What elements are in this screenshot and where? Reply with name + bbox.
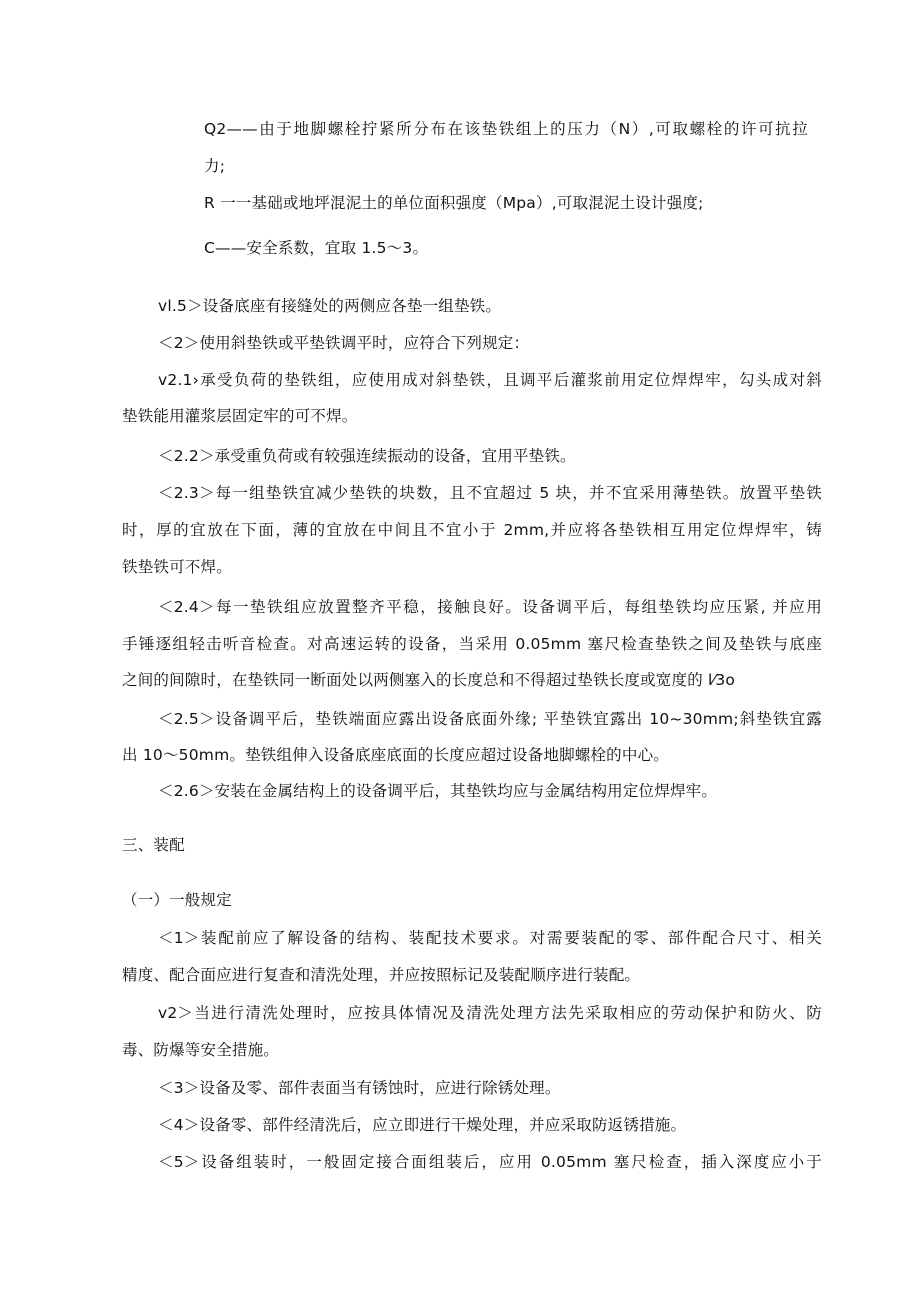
item-2: ＜2＞使用斜垫铁或平垫铁调平时，应符合下列规定： [158, 334, 530, 352]
definition-r: R 一一基础或地坪混泥土的单位面积强度（Mpa）,可取混泥土设计强度; [204, 194, 704, 212]
section-title-assembly: 三、装配 [122, 836, 185, 854]
subsection-title-general-rules: （一）一般规定 [122, 891, 232, 909]
rule-2-line1: v2＞当进行清洗处理时，应按具体情况及清洗处理方法先采取相应的劳动保护和防火、防 [158, 1004, 822, 1022]
rule-1-line2: 精度、配合面应进行复查和清洗处理，并应按照标记及装配顺序进行装配。 [122, 966, 641, 984]
rule-5-line1: ＜5＞设备组装时，一般固定接合面组装后，应用 0.05mm 塞尺检查，插入深度应小于 [158, 1153, 822, 1171]
rule-1-line1: ＜1＞装配前应了解设备的结构、装配技术要求。对需要装配的零、部件配合尺寸、相关 [158, 929, 822, 947]
definition-q2-line1: Q2——由于地脚螺栓拧紧所分布在该垫铁组上的压力（N）,可取螺栓的许可抗拉 [204, 120, 808, 138]
item-1-5: vl.5＞设备底座有接缝处的两侧应各垫一组垫铁。 [158, 297, 502, 315]
item-2-3-line1: ＜2.3＞每一组垫铁宜减少垫铁的块数，且不宜超过 5 块，并不宜采用薄垫铁。放置平垫铁 [158, 484, 822, 502]
item-2-5-line2: 出 10～50mm。垫铁组伸入设备底座底面的长度应超过设备地脚螺栓的中心。 [122, 746, 669, 764]
item-2-3-line3: 铁垫铁可不焊。 [122, 558, 232, 576]
item-2-3-line2: 时，厚的宜放在下面，薄的宜放在中间且不宜小于 2mm,并应将各垫铁相互用定位焊焊牢，铸 [122, 521, 822, 539]
item-2-4-line3: 之间的间隙时，在垫铁同一断面处以两侧塞入的长度总和不得超过垫铁长度或宽度的 l⁄3o [122, 671, 736, 689]
item-2-1-line1: v2.1›承受负荷的垫铁组，应使用成对斜垫铁，且调平后灌浆前用定位焊焊牢，勾头成对斜 [158, 371, 822, 389]
item-2-2: ＜2.2＞承受重负荷或有较强连续振动的设备，宜用平垫铁。 [158, 447, 576, 465]
item-2-1-line2: 垫铁能用灌浆层固定牢的可不焊。 [122, 407, 358, 425]
rule-2-line2: 毒、防爆等安全措施。 [122, 1041, 280, 1059]
item-2-4-line1: ＜2.4＞每一垫铁组应放置整齐平稳，接触良好。设备调平后，每组垫铁均应压紧, 并应用 [158, 598, 822, 616]
item-2-4-line2: 手锤逐组轻击听音检查。对高速运转的设备，当采用 0.05mm 塞尺检查垫铁之间及垫铁与底座 [122, 635, 822, 653]
definition-c: C——安全系数，宜取 1.5～3。 [204, 239, 429, 257]
rule-3: ＜3＞设备及零、部件表面当有锈蚀时，应进行除锈处理。 [158, 1079, 561, 1097]
item-2-6: ＜2.6＞安装在金属结构上的设备调平后，其垫铁均应与金属结构用定位焊焊牢。 [158, 782, 718, 800]
item-2-5-line1: ＜2.5＞设备调平后，垫铁端面应露出设备底面外缘; 平垫铁宜露出 10~30mm;斜垫铁宜露 [158, 710, 822, 728]
definition-q2-line2: 力; [204, 157, 226, 175]
rule-4: ＜4＞设备零、部件经清洗后，应立即进行干燥处理，并应采取防返锈措施。 [158, 1116, 687, 1134]
